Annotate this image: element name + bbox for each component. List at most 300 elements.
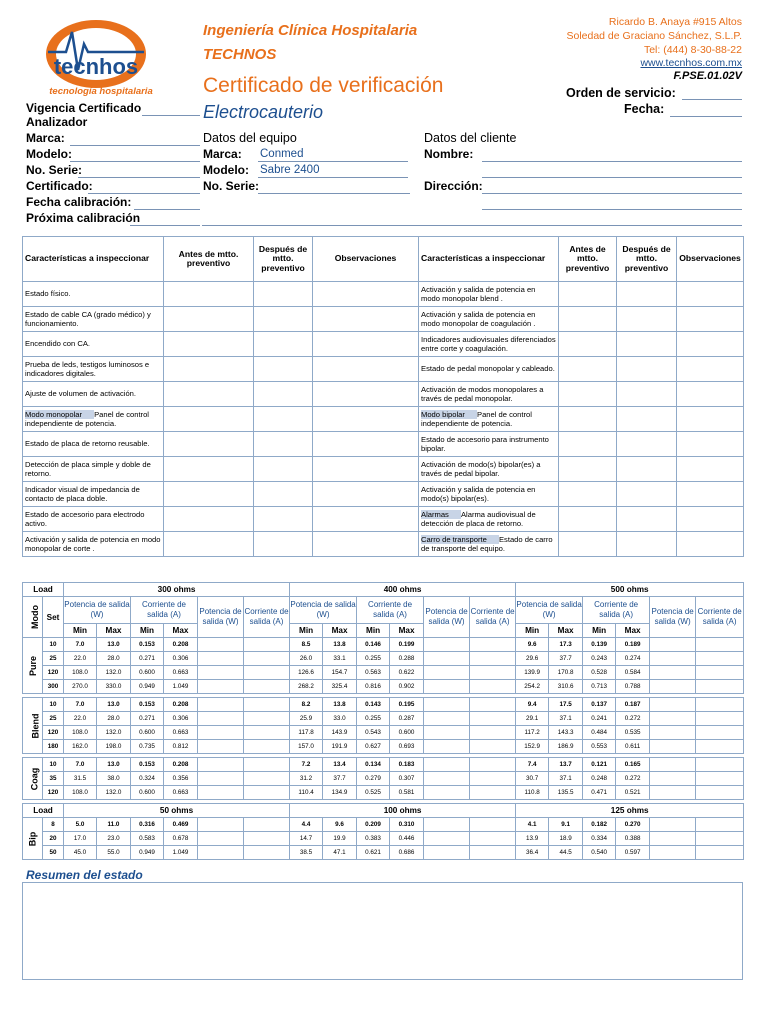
- power-spec-header: Potencia de salida (W): [290, 597, 357, 624]
- measured-current-cell[interactable]: [244, 712, 290, 726]
- measured-power-cell[interactable]: [198, 666, 244, 680]
- measured-power-cell[interactable]: [650, 818, 696, 832]
- spec-value: 110.4: [290, 786, 323, 800]
- power-data-row: [23, 772, 744, 786]
- max-header: Max: [164, 624, 198, 638]
- min-header: Min: [357, 624, 390, 638]
- measured-power-cell[interactable]: [198, 712, 244, 726]
- measured-current-cell[interactable]: [244, 666, 290, 680]
- measured-current-cell[interactable]: [470, 712, 516, 726]
- spec-value: 0.307: [390, 772, 424, 786]
- equipment-modelo-value: Sabre 2400: [260, 164, 320, 176]
- measured-current-cell[interactable]: [470, 698, 516, 712]
- measured-current-cell[interactable]: [470, 666, 516, 680]
- set-value: 180: [43, 740, 64, 754]
- after-check-cell[interactable]: [617, 307, 677, 332]
- measured-current-cell[interactable]: [470, 846, 516, 860]
- after-check-cell[interactable]: [617, 282, 677, 307]
- measured-current-cell[interactable]: [470, 740, 516, 754]
- spec-value: 0.241: [583, 712, 616, 726]
- spec-value: 31.2: [290, 772, 323, 786]
- spec-value: 170.8: [549, 666, 583, 680]
- measured-power-cell[interactable]: [424, 786, 470, 800]
- measured-current-cell[interactable]: [696, 638, 744, 652]
- measured-current-cell[interactable]: [696, 786, 744, 800]
- inspection-item-right: Activación de modos monopolares a través de pedal monopolar.: [419, 382, 559, 407]
- spec-value: 0.611: [616, 740, 650, 754]
- after-check-cell[interactable]: [617, 357, 677, 382]
- before-check-cell[interactable]: [559, 507, 617, 532]
- spec-value: 0.446: [390, 832, 424, 846]
- spec-value: 0.324: [131, 772, 164, 786]
- measured-current-cell[interactable]: [696, 740, 744, 754]
- spec-value: 0.121: [583, 758, 616, 772]
- before-check-cell[interactable]: [164, 282, 254, 307]
- before-check-cell[interactable]: [559, 357, 617, 382]
- observations-cell[interactable]: [313, 282, 419, 307]
- measured-power-cell[interactable]: [424, 638, 470, 652]
- min-header: Min: [290, 624, 323, 638]
- spec-value: 108.0: [64, 786, 97, 800]
- min-header: Min: [583, 624, 616, 638]
- measured-power-cell[interactable]: [650, 786, 696, 800]
- spec-value: 29.6: [516, 652, 549, 666]
- before-check-cell[interactable]: [164, 432, 254, 457]
- load-value: 500 ohms: [516, 583, 744, 597]
- set-value: 25: [43, 712, 64, 726]
- before-check-cell[interactable]: [559, 382, 617, 407]
- inspection-row: [23, 457, 744, 482]
- max-header: Max: [97, 624, 131, 638]
- inspection-item-right: Estado de accesorio para instrumento bipolar.: [419, 432, 559, 457]
- before-check-cell[interactable]: [164, 507, 254, 532]
- website-link[interactable]: www.tecnhos.com.mx: [640, 57, 742, 69]
- inspection-item-highlight: Carro de transporte: [421, 535, 499, 544]
- measured-power-cell[interactable]: [650, 726, 696, 740]
- spec-value: 31.5: [64, 772, 97, 786]
- spec-value: 13.7: [549, 758, 583, 772]
- measured-current-cell[interactable]: [696, 698, 744, 712]
- spec-value: 0.949: [131, 680, 164, 694]
- measured-current-cell[interactable]: [696, 758, 744, 772]
- current-spec-header: Corriente de salida (A): [131, 597, 198, 624]
- after-check-cell[interactable]: [254, 382, 313, 407]
- form-code: F.PSE.01.02V: [673, 70, 742, 82]
- spec-value: 7.4: [516, 758, 549, 772]
- observations-cell[interactable]: [677, 482, 744, 507]
- measured-current-cell[interactable]: [244, 772, 290, 786]
- equipment-marca-label: Marca:: [203, 147, 242, 161]
- inspection-item-highlight: Alarmas: [421, 510, 461, 519]
- after-check-cell[interactable]: [617, 457, 677, 482]
- observations-cell[interactable]: [677, 282, 744, 307]
- measured-power-cell[interactable]: [650, 846, 696, 860]
- after-check-cell[interactable]: [254, 482, 313, 507]
- date-label: Fecha:: [624, 102, 665, 116]
- spec-value: 1.049: [164, 680, 198, 694]
- observations-cell[interactable]: [313, 382, 419, 407]
- observations-cell[interactable]: [677, 432, 744, 457]
- measured-current-cell[interactable]: [696, 772, 744, 786]
- measured-current-cell[interactable]: [470, 726, 516, 740]
- date-field[interactable]: [670, 116, 742, 117]
- spec-value: 7.0: [64, 638, 97, 652]
- before-check-cell[interactable]: [559, 432, 617, 457]
- spec-value: 45.0: [64, 846, 97, 860]
- after-check-cell[interactable]: [617, 332, 677, 357]
- observations-cell[interactable]: [313, 457, 419, 482]
- measured-power-cell[interactable]: [424, 832, 470, 846]
- after-check-cell[interactable]: [617, 382, 677, 407]
- observations-cell[interactable]: [677, 307, 744, 332]
- measured-current-cell[interactable]: [696, 680, 744, 694]
- spec-value: 17.0: [64, 832, 97, 846]
- inspection-item-left: Encendido con CA.: [23, 332, 164, 357]
- after-check-cell[interactable]: [617, 407, 677, 432]
- spec-value: 44.5: [549, 846, 583, 860]
- measured-power-cell[interactable]: [198, 846, 244, 860]
- measured-current-cell[interactable]: [244, 652, 290, 666]
- measured-power-cell[interactable]: [650, 652, 696, 666]
- spec-value: 8.5: [290, 638, 323, 652]
- spec-value: 0.583: [131, 832, 164, 846]
- before-check-cell[interactable]: [559, 307, 617, 332]
- measured-current-cell[interactable]: [244, 832, 290, 846]
- measured-power-cell[interactable]: [198, 758, 244, 772]
- spec-value: 0.627: [357, 740, 390, 754]
- power-data-row: [23, 786, 744, 800]
- current-spec-header: Corriente de salida (A): [357, 597, 424, 624]
- spec-value: 0.686: [390, 846, 424, 860]
- spec-value: 0.271: [131, 712, 164, 726]
- measured-power-cell[interactable]: [198, 818, 244, 832]
- col-after-left: Después de mtto. preventivo: [254, 237, 313, 282]
- analyzer-cert-field[interactable]: [88, 193, 200, 194]
- measured-current-cell[interactable]: [244, 786, 290, 800]
- order-field[interactable]: [682, 99, 742, 100]
- spec-value: 0.525: [357, 786, 390, 800]
- spec-value: 0.693: [390, 740, 424, 754]
- spec-value: 0.663: [164, 786, 198, 800]
- observations-cell[interactable]: [677, 532, 744, 557]
- spec-value: 0.248: [583, 772, 616, 786]
- spec-value: 38.0: [97, 772, 131, 786]
- analyzer-marca-field[interactable]: [70, 145, 200, 146]
- before-check-cell[interactable]: [164, 332, 254, 357]
- spec-value: 5.0: [64, 818, 97, 832]
- before-check-cell[interactable]: [164, 357, 254, 382]
- observations-cell[interactable]: [677, 332, 744, 357]
- spec-value: 0.287: [390, 712, 424, 726]
- after-check-cell[interactable]: [254, 407, 313, 432]
- measured-current-cell[interactable]: [470, 758, 516, 772]
- measured-power-cell[interactable]: [198, 740, 244, 754]
- before-check-cell[interactable]: [164, 457, 254, 482]
- measured-power-cell[interactable]: [650, 832, 696, 846]
- measured-current-cell[interactable]: [470, 786, 516, 800]
- before-check-cell[interactable]: [559, 332, 617, 357]
- set-header: Set: [43, 597, 64, 638]
- before-check-cell[interactable]: [559, 282, 617, 307]
- power-data-row: [23, 712, 744, 726]
- set-value: 300: [43, 680, 64, 694]
- measured-current-cell[interactable]: [696, 832, 744, 846]
- inspection-row: [23, 507, 744, 532]
- measured-current-cell[interactable]: [244, 698, 290, 712]
- after-check-cell[interactable]: [617, 482, 677, 507]
- spec-value: 0.208: [164, 758, 198, 772]
- before-check-cell[interactable]: [559, 532, 617, 557]
- measured-power-cell[interactable]: [650, 638, 696, 652]
- inspection-header-row: [23, 237, 744, 282]
- spec-value: 26.0: [290, 652, 323, 666]
- measured-current-cell[interactable]: [470, 832, 516, 846]
- measured-power-cell[interactable]: [424, 772, 470, 786]
- after-check-cell[interactable]: [617, 532, 677, 557]
- client-nombre-field[interactable]: [482, 161, 742, 162]
- measured-current-cell[interactable]: [696, 712, 744, 726]
- measured-power-cell[interactable]: [198, 772, 244, 786]
- power-spec-header: Potencia de salida (W): [64, 597, 131, 624]
- observations-cell[interactable]: [677, 457, 744, 482]
- before-check-cell[interactable]: [164, 532, 254, 557]
- measured-power-cell[interactable]: [424, 666, 470, 680]
- spec-value: 0.563: [357, 666, 390, 680]
- spec-value: 0.153: [131, 698, 164, 712]
- set-value: 25: [43, 652, 64, 666]
- spec-value: 134.9: [323, 786, 357, 800]
- spec-value: 143.9: [323, 726, 357, 740]
- measured-current-cell[interactable]: [244, 846, 290, 860]
- spec-value: 17.3: [549, 638, 583, 652]
- summary-title: Resumen del estado: [26, 868, 143, 882]
- measured-power-cell[interactable]: [198, 698, 244, 712]
- mode-label: Blend: [30, 712, 41, 739]
- observations-cell[interactable]: [677, 382, 744, 407]
- inspection-row: [23, 532, 744, 557]
- power-spec-header: Potencia de salida (W): [516, 597, 583, 624]
- after-check-cell[interactable]: [254, 532, 313, 557]
- after-check-cell[interactable]: [254, 507, 313, 532]
- spec-value: 0.600: [131, 726, 164, 740]
- logo-text: tecnhos: [53, 54, 139, 79]
- equipment-serie-field[interactable]: [258, 193, 410, 194]
- measured-current-cell[interactable]: [696, 666, 744, 680]
- spec-value: 0.143: [357, 698, 390, 712]
- measured-power-cell[interactable]: [424, 680, 470, 694]
- power-data-row: [23, 832, 744, 846]
- observations-cell[interactable]: [313, 307, 419, 332]
- measured-power-cell[interactable]: [198, 680, 244, 694]
- prox-cal-field[interactable]: [130, 225, 200, 226]
- measured-current-cell[interactable]: [696, 818, 744, 832]
- equipment-modelo-line: [258, 177, 408, 178]
- measured-power-cell[interactable]: [424, 726, 470, 740]
- vigencia-field[interactable]: [142, 115, 200, 116]
- before-check-cell[interactable]: [164, 482, 254, 507]
- power-data-row: [23, 652, 744, 666]
- measured-current-cell[interactable]: [470, 638, 516, 652]
- spec-value: 0.139: [583, 638, 616, 652]
- spec-value: 29.1: [516, 712, 549, 726]
- spec-value: 270.0: [64, 680, 97, 694]
- observations-cell[interactable]: [677, 507, 744, 532]
- mode-label: Coag: [29, 767, 40, 790]
- power-data-row: [23, 666, 744, 680]
- spec-value: 126.6: [290, 666, 323, 680]
- inspection-row: [23, 482, 744, 507]
- after-check-cell[interactable]: [617, 432, 677, 457]
- spec-value: 0.270: [616, 818, 650, 832]
- observations-cell[interactable]: [313, 407, 419, 432]
- spec-value: 33.0: [323, 712, 357, 726]
- measured-power-cell[interactable]: [424, 652, 470, 666]
- observations-cell[interactable]: [313, 357, 419, 382]
- measured-current-cell[interactable]: [244, 680, 290, 694]
- measured-power-cell[interactable]: [650, 680, 696, 694]
- observations-cell[interactable]: [313, 332, 419, 357]
- summary-textarea[interactable]: [22, 882, 743, 980]
- spec-value: 13.0: [97, 638, 131, 652]
- spec-value: 0.949: [131, 846, 164, 860]
- measured-current-cell[interactable]: [244, 726, 290, 740]
- power-data-row: [23, 698, 744, 712]
- client-nombre-field-2[interactable]: [482, 177, 742, 178]
- spec-value: 0.663: [164, 666, 198, 680]
- measured-current-cell[interactable]: [470, 652, 516, 666]
- observations-cell[interactable]: [313, 507, 419, 532]
- after-check-cell[interactable]: [254, 457, 313, 482]
- power-data-row: [23, 680, 744, 694]
- analyzer-serie-field[interactable]: [78, 177, 200, 178]
- after-check-cell[interactable]: [617, 507, 677, 532]
- measured-power-cell[interactable]: [198, 652, 244, 666]
- observations-cell[interactable]: [313, 482, 419, 507]
- measured-current-cell[interactable]: [244, 818, 290, 832]
- before-check-cell[interactable]: [164, 382, 254, 407]
- after-check-cell[interactable]: [254, 357, 313, 382]
- power-measured-header: Potencia de salida (W): [650, 597, 696, 638]
- measured-power-cell[interactable]: [198, 638, 244, 652]
- after-check-cell[interactable]: [254, 432, 313, 457]
- measured-current-cell[interactable]: [696, 726, 744, 740]
- inspection-row: [23, 382, 744, 407]
- spec-value: 22.0: [64, 652, 97, 666]
- fecha-cal-field[interactable]: [134, 209, 200, 210]
- spec-value: 186.9: [549, 740, 583, 754]
- observations-cell[interactable]: [313, 432, 419, 457]
- measured-power-cell[interactable]: [424, 698, 470, 712]
- observations-cell[interactable]: [313, 532, 419, 557]
- spec-value: 0.306: [164, 712, 198, 726]
- spec-value: 37.1: [549, 772, 583, 786]
- before-check-cell[interactable]: [559, 482, 617, 507]
- measured-power-cell[interactable]: [424, 740, 470, 754]
- client-direccion-field-2[interactable]: [482, 209, 742, 210]
- measured-current-cell[interactable]: [696, 846, 744, 860]
- spec-value: 0.134: [357, 758, 390, 772]
- measured-power-cell[interactable]: [198, 786, 244, 800]
- measured-power-cell[interactable]: [424, 846, 470, 860]
- spec-value: 0.383: [357, 832, 390, 846]
- measured-power-cell[interactable]: [424, 712, 470, 726]
- after-check-cell[interactable]: [254, 307, 313, 332]
- analyzer-modelo-field[interactable]: [70, 161, 200, 162]
- inspection-item-left: Activación y salida de potencia en modo monopolar de corte .: [23, 532, 164, 557]
- before-check-cell[interactable]: [164, 407, 254, 432]
- spec-value: 33.1: [323, 652, 357, 666]
- spec-value: 0.272: [616, 772, 650, 786]
- spec-value: 4.1: [516, 818, 549, 832]
- spec-value: 0.521: [616, 786, 650, 800]
- set-value: 120: [43, 666, 64, 680]
- measured-power-cell[interactable]: [198, 832, 244, 846]
- equipment-marca-line: [258, 161, 408, 162]
- spec-value: 0.600: [131, 786, 164, 800]
- measured-current-cell[interactable]: [244, 740, 290, 754]
- after-check-cell[interactable]: [254, 332, 313, 357]
- before-check-cell[interactable]: [559, 457, 617, 482]
- address-line-2: Soledad de Graciano Sánchez, S.L.P.: [566, 30, 742, 42]
- set-value: 35: [43, 772, 64, 786]
- measured-current-cell[interactable]: [244, 758, 290, 772]
- spec-value: 36.4: [516, 846, 549, 860]
- inspection-row: [23, 307, 744, 332]
- power-data-row: [23, 758, 744, 772]
- before-check-cell[interactable]: [164, 307, 254, 332]
- before-check-cell[interactable]: [559, 407, 617, 432]
- measured-power-cell[interactable]: [650, 758, 696, 772]
- measured-current-cell[interactable]: [696, 652, 744, 666]
- after-check-cell[interactable]: [254, 282, 313, 307]
- col-char-right: Características a inspeccionar: [419, 237, 559, 282]
- measured-power-cell[interactable]: [424, 818, 470, 832]
- spec-value: 0.581: [390, 786, 424, 800]
- measured-current-cell[interactable]: [470, 680, 516, 694]
- measured-power-cell[interactable]: [198, 726, 244, 740]
- spec-value: 13.0: [97, 698, 131, 712]
- observations-cell[interactable]: [677, 357, 744, 382]
- measured-current-cell[interactable]: [470, 818, 516, 832]
- measured-current-cell[interactable]: [244, 638, 290, 652]
- col-after-right: Después de mtto. preventivo: [617, 237, 677, 282]
- inspection-row: [23, 282, 744, 307]
- spec-value: 1.049: [164, 846, 198, 860]
- measured-power-cell[interactable]: [424, 758, 470, 772]
- inspection-row: [23, 357, 744, 382]
- measured-power-cell[interactable]: [650, 772, 696, 786]
- spec-value: 0.469: [164, 818, 198, 832]
- measured-power-cell[interactable]: [650, 740, 696, 754]
- measured-power-cell[interactable]: [650, 698, 696, 712]
- spec-value: 14.7: [290, 832, 323, 846]
- measured-current-cell[interactable]: [470, 772, 516, 786]
- spec-value: 0.388: [616, 832, 650, 846]
- spec-value: 0.146: [357, 638, 390, 652]
- spec-value: 0.255: [357, 652, 390, 666]
- document-subtitle: Electrocauterio: [203, 102, 324, 122]
- client-direccion-field[interactable]: [482, 193, 742, 194]
- spec-value: 0.816: [357, 680, 390, 694]
- measured-power-cell[interactable]: [650, 712, 696, 726]
- measured-power-cell[interactable]: [650, 666, 696, 680]
- spec-value: 17.5: [549, 698, 583, 712]
- observations-cell[interactable]: [677, 407, 744, 432]
- current-measured-header: Corriente de salida (A): [696, 597, 744, 638]
- current-measured-header: Corriente de salida (A): [244, 597, 290, 638]
- minmax-header-row: [23, 624, 744, 638]
- mode-cell: [23, 698, 43, 754]
